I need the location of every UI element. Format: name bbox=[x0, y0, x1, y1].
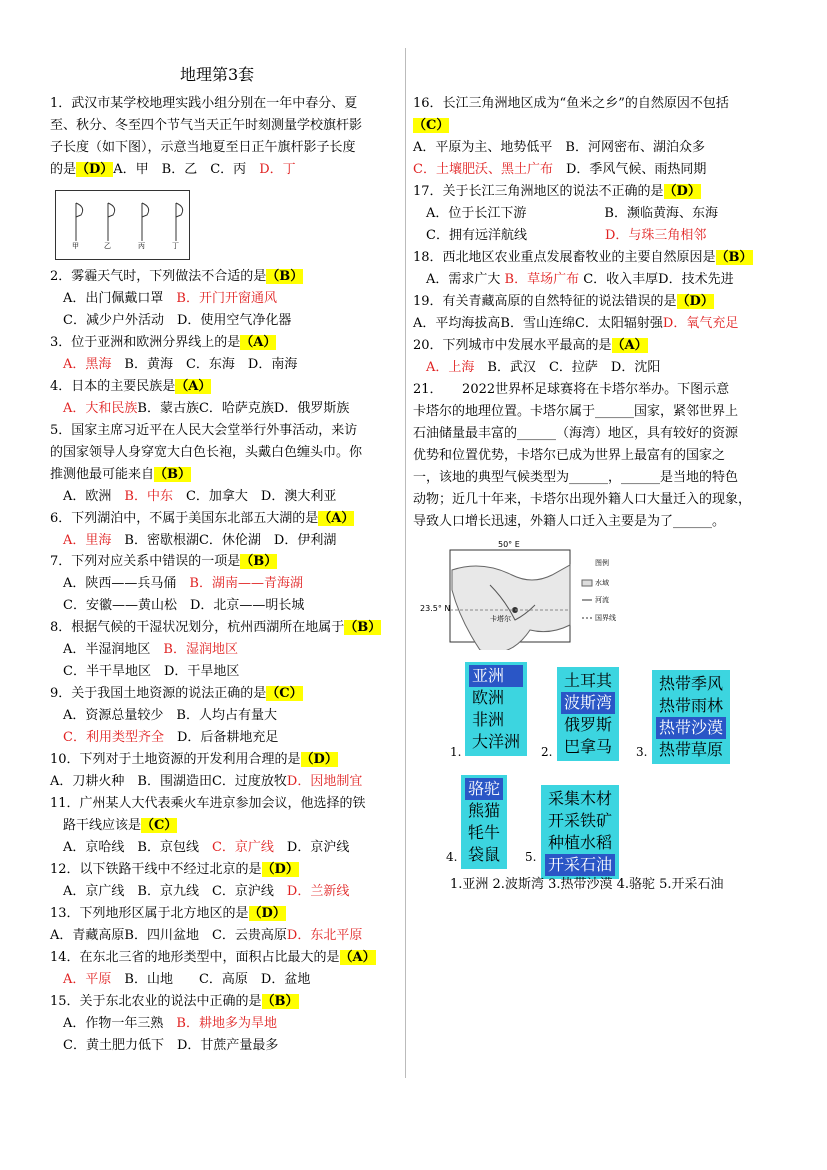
answer-highlight: （D） bbox=[261, 862, 299, 877]
text-line bbox=[50, 619, 381, 637]
card-number: 5. bbox=[525, 850, 537, 864]
text-segment: A．刀耕火种 B．围湖造田C．过度放牧 bbox=[50, 774, 287, 789]
text-line bbox=[50, 861, 299, 879]
text-line bbox=[50, 663, 239, 681]
text-segment: A．出门佩戴口罩 bbox=[50, 291, 177, 306]
map-country-label: 卡塔尔 bbox=[490, 615, 511, 623]
text-segment: 12．以下铁路干线中不经过北京的是 bbox=[50, 862, 262, 877]
text-line bbox=[50, 949, 376, 967]
text-segment: 16．长江三角洲地区成为“鱼米之乡”的自然原因不包括 bbox=[413, 96, 729, 111]
option-selected: 波斯湾 bbox=[561, 692, 615, 714]
answer-highlight: （C） bbox=[266, 686, 303, 701]
text-line bbox=[50, 575, 303, 593]
text-segment: 3．位于亚洲和欧洲分界线上的是 bbox=[50, 335, 241, 350]
text-segment bbox=[50, 730, 63, 745]
answer-highlight: （B） bbox=[715, 250, 753, 265]
map-legend-item: 水域 bbox=[595, 579, 609, 587]
answer-highlight: （C） bbox=[413, 118, 450, 133]
text-line bbox=[50, 422, 357, 440]
text-line bbox=[50, 641, 238, 659]
text-line bbox=[50, 553, 277, 571]
text-line bbox=[50, 312, 291, 330]
text-segment bbox=[50, 401, 63, 416]
text-segment bbox=[50, 972, 63, 987]
answer-highlight: （B） bbox=[154, 467, 192, 482]
option-item: 开采铁矿 bbox=[548, 811, 613, 830]
option-item: 采集木材 bbox=[548, 789, 613, 808]
text-segment: 动物；近几十年来，卡塔尔出现外籍人口大量迁入的现象， bbox=[413, 492, 752, 507]
map-longitude: 50° E bbox=[498, 540, 520, 549]
text-segment: A．作物一年三熟 bbox=[50, 1016, 177, 1031]
text-segment: 至、秋分、冬至四个节气当天正午时刻测量学校旗杆影 bbox=[50, 118, 363, 133]
answer-text: B．开门开窗通风 bbox=[176, 291, 277, 306]
map-legend-item: 河流 bbox=[595, 596, 609, 604]
option-item: 大洋洲 bbox=[472, 732, 521, 751]
text-segment: 路干线应该是 bbox=[50, 818, 142, 833]
option-item: 热带雨林 bbox=[659, 696, 724, 715]
answer-line: 1.亚洲 2.波斯湾 3.热带沙漠 4.骆驼 5.开采石油 bbox=[450, 877, 724, 892]
page-title: 地理第3套 bbox=[180, 65, 255, 84]
text-segment bbox=[413, 360, 426, 375]
option-selected: 开采石油 bbox=[545, 854, 615, 876]
text-segment: A．平均海拔高B．雪山连绵C．太阳辐射强 bbox=[413, 316, 663, 331]
text-line bbox=[50, 268, 303, 286]
text-segment: 10．下列对于土地资源的开发利用合理的是 bbox=[50, 752, 301, 767]
answer-text: D．丁 bbox=[259, 162, 296, 177]
text-segment: 7．下列对应关系中错误的一项是 bbox=[50, 554, 241, 569]
card-number: 4. bbox=[446, 850, 458, 864]
answer-text: D．氧气充足 bbox=[662, 316, 739, 331]
text-segment: 19．有关青藏高原的自然特征的说法错误的是 bbox=[413, 294, 677, 309]
text-line bbox=[50, 905, 286, 923]
text-segment: C．加拿大 D．澳大利亚 bbox=[172, 489, 337, 504]
answer-highlight: （B） bbox=[261, 994, 299, 1009]
answer-highlight: （B） bbox=[266, 269, 304, 284]
text-segment: C．拥有远洋航线 bbox=[413, 228, 605, 243]
answer-text: D．兰新线 bbox=[286, 884, 350, 899]
answer-text: B．中东 bbox=[124, 489, 173, 504]
text-segment: 13．下列地形区属于北方地区的是 bbox=[50, 906, 249, 921]
text-segment: A．需求广大 bbox=[413, 272, 505, 287]
answer-text: C．京广线 bbox=[211, 840, 274, 855]
text-segment: 4．日本的主要民族是 bbox=[50, 379, 176, 394]
option-card bbox=[541, 785, 619, 879]
answer-text: A．上海 bbox=[426, 360, 475, 375]
text-line bbox=[50, 95, 357, 113]
card-number: 1. bbox=[450, 745, 462, 759]
answer-text: A．黑海 bbox=[63, 357, 112, 372]
text-line bbox=[50, 1015, 277, 1033]
text-segment: 18．西北地区农业重点发展畜牧业的主要自然原因是 bbox=[413, 250, 716, 265]
option-item: 俄罗斯 bbox=[564, 715, 613, 734]
answer-highlight: （A） bbox=[611, 338, 648, 353]
text-segment: 8．根据气候的干湿状况划分，杭州西湖所在地属于 bbox=[50, 620, 345, 635]
text-line bbox=[50, 773, 362, 791]
answer-text: C．土壤肥沃、黑土广布 bbox=[413, 162, 553, 177]
text-line bbox=[413, 249, 753, 267]
text-line bbox=[50, 290, 277, 308]
text-line bbox=[413, 227, 706, 245]
answer-text: D．因地制宜 bbox=[286, 774, 363, 789]
text-segment: D．季风气候、雨热同期 bbox=[552, 162, 707, 177]
text-segment: 卡塔尔的地理位置。卡塔尔属于______国家，紧邻世界上 bbox=[413, 404, 739, 419]
option-item: 熊猫 bbox=[468, 801, 501, 820]
text-segment: A．京广线 B．京九线 C．京沪线 bbox=[50, 884, 287, 899]
answer-text: B．湖南——青海湖 bbox=[189, 576, 303, 591]
text-segment: A．位于长江下游 B．濒临黄海、东海 bbox=[413, 206, 718, 221]
text-segment: 一，该地的典型气候类型为______，______是当地的特色 bbox=[413, 470, 739, 485]
text-line bbox=[413, 271, 734, 289]
answer-highlight: （D） bbox=[300, 752, 338, 767]
text-line bbox=[413, 491, 751, 509]
map-legend-title: 图例 bbox=[595, 559, 609, 567]
text-line bbox=[413, 469, 738, 487]
text-line bbox=[50, 510, 354, 528]
answer-highlight: （A） bbox=[240, 335, 277, 350]
text-line bbox=[50, 795, 366, 813]
card-number: 3. bbox=[636, 745, 648, 759]
option-selected: 骆驼 bbox=[465, 778, 503, 800]
text-segment: C．黄土肥力低下 D．甘蔗产量最多 bbox=[50, 1038, 279, 1053]
text-segment: A．平原为主、地势低平 B．河网密布、湖泊众多 bbox=[413, 140, 705, 155]
text-line bbox=[413, 403, 738, 421]
text-line bbox=[50, 117, 362, 135]
answer-highlight: （C） bbox=[141, 818, 178, 833]
text-segment: 2．雾霾天气时，下列做法不合适的是 bbox=[50, 269, 267, 284]
text-line bbox=[50, 466, 191, 484]
option-item: 种植水稻 bbox=[548, 833, 613, 852]
text-line bbox=[50, 707, 277, 725]
text-line bbox=[413, 315, 738, 333]
answer-text: A．大和民族 bbox=[63, 401, 138, 416]
text-line bbox=[413, 359, 660, 377]
text-line bbox=[50, 597, 304, 615]
flag-label: 甲 bbox=[72, 242, 79, 250]
text-segment: A．陕西——兵马俑 bbox=[50, 576, 190, 591]
text-line bbox=[50, 729, 278, 747]
answer-text: A．平原 bbox=[63, 972, 112, 987]
text-segment: 11．广州某人大代表乘火车进京参加会议，他选择的铁 bbox=[50, 796, 366, 811]
answer-highlight: （B） bbox=[240, 554, 278, 569]
option-selected: 亚洲 bbox=[469, 665, 523, 687]
text-line bbox=[50, 488, 336, 506]
text-line bbox=[50, 334, 276, 352]
text-line bbox=[413, 139, 705, 157]
map-svg bbox=[420, 540, 620, 650]
text-line bbox=[50, 971, 310, 989]
text-segment: A．半湿润地区 bbox=[50, 642, 164, 657]
text-segment bbox=[50, 357, 63, 372]
text-segment: 17．关于长江三角洲地区的说法不正确的是 bbox=[413, 184, 664, 199]
answer-text: B．湿润地区 bbox=[163, 642, 238, 657]
text-segment: C．减少户外活动 D．使用空气净化器 bbox=[50, 313, 292, 328]
text-line bbox=[50, 378, 211, 396]
option-item: 欧洲 bbox=[472, 688, 505, 707]
text-line bbox=[413, 183, 701, 201]
text-segment: A．京哈线 B．京包线 bbox=[50, 840, 212, 855]
option-selected: 热带沙漠 bbox=[656, 717, 726, 739]
answer-highlight: （D） bbox=[248, 906, 286, 921]
qatar-location-map bbox=[420, 540, 620, 650]
text-line bbox=[50, 161, 296, 179]
text-line bbox=[413, 337, 648, 355]
text-segment: 子长度（如下图），示意当地夏至日正午旗杆影子长度 bbox=[50, 140, 356, 155]
option-item: 土耳其 bbox=[564, 671, 613, 690]
answer-highlight: （D） bbox=[663, 184, 701, 199]
option-card bbox=[557, 667, 619, 761]
text-line bbox=[50, 685, 303, 703]
text-segment: 1．武汉市某学校地理实践小组分别在一年中春分、夏 bbox=[50, 96, 358, 111]
option-card bbox=[652, 670, 730, 764]
text-segment: D．京沪线 bbox=[273, 840, 350, 855]
text-segment: B．山地 C．高原 D．盆地 bbox=[111, 972, 311, 987]
text-segment: 的国家领导人身穿宽大白色长袍，头戴白色缠头巾。你 bbox=[50, 445, 363, 460]
text-segment: 的是 bbox=[50, 162, 77, 177]
answer-highlight: （A） bbox=[318, 511, 355, 526]
text-line bbox=[413, 381, 729, 399]
text-line bbox=[50, 817, 177, 835]
text-line bbox=[413, 425, 738, 443]
text-line bbox=[413, 293, 714, 311]
flag-label: 乙 bbox=[104, 242, 111, 250]
text-segment: 5．国家主席习近平在人民大会堂举行外事活动，来访 bbox=[50, 423, 358, 438]
text-line bbox=[50, 883, 349, 901]
text-line bbox=[50, 139, 356, 157]
text-segment: D．后备耕地充足 bbox=[163, 730, 279, 745]
card-number: 2. bbox=[541, 745, 553, 759]
answer-highlight: （D） bbox=[76, 162, 114, 177]
text-line bbox=[50, 400, 349, 418]
text-segment: 9．关于我国土地资源的说法正确的是 bbox=[50, 686, 267, 701]
text-line bbox=[413, 95, 729, 113]
text-segment: 6．下列湖泊中，不属于美国东北部五大湖的是 bbox=[50, 511, 319, 526]
option-item: 非洲 bbox=[472, 710, 505, 729]
option-item: 巴拿马 bbox=[564, 737, 613, 756]
text-segment: 优势和位置优势，卡塔尔已成为世界上最富有的国家之 bbox=[413, 448, 726, 463]
text-line bbox=[50, 532, 336, 550]
option-item: 热带季风 bbox=[659, 674, 724, 693]
option-item: 热带草原 bbox=[659, 740, 724, 759]
map-legend-item: 国界线 bbox=[595, 614, 616, 622]
text-segment: A．欧洲 bbox=[50, 489, 125, 504]
text-segment: 推测他最可能来自 bbox=[50, 467, 155, 482]
answer-text: B．草场广布 bbox=[504, 272, 580, 287]
answer-text: D．东北平原 bbox=[286, 928, 363, 943]
text-segment: A．甲 B．乙 C．丙 bbox=[113, 162, 260, 177]
text-segment: 20．下列城市中发展水平最高的是 bbox=[413, 338, 612, 353]
flag-shadow-figure bbox=[55, 190, 190, 260]
flag-label: 丙 bbox=[138, 242, 145, 250]
text-segment: C．安徽——黄山松 D．北京——明长城 bbox=[50, 598, 305, 613]
answer-text: D．与珠三角相邻 bbox=[604, 228, 707, 243]
answer-text: A．里海 bbox=[63, 533, 112, 548]
text-segment: A．青藏高原B．四川盆地 C．云贵高原 bbox=[50, 928, 287, 943]
option-card bbox=[461, 775, 507, 869]
text-segment: C．收入丰厚D．技术先进 bbox=[579, 272, 734, 287]
option-item: 牦牛 bbox=[468, 823, 501, 842]
map-latitude: 23.5° N bbox=[420, 604, 451, 613]
column-divider bbox=[405, 48, 406, 1078]
text-line bbox=[50, 839, 349, 857]
answer-highlight: （D） bbox=[676, 294, 714, 309]
option-item: 袋鼠 bbox=[468, 845, 501, 864]
answer-text: B．耕地多为旱地 bbox=[176, 1016, 277, 1031]
text-line bbox=[413, 447, 725, 465]
text-segment: B．武汉 C．拉萨 D．沈阳 bbox=[474, 360, 661, 375]
text-line bbox=[413, 161, 706, 179]
text-segment: C．半干旱地区 D．干旱地区 bbox=[50, 664, 240, 679]
text-line bbox=[413, 513, 725, 531]
text-line bbox=[50, 927, 362, 945]
answer-text: C．利用类型齐全 bbox=[63, 730, 164, 745]
text-segment: 导致人口增长迅速，外籍人口迁入主要是为了______。 bbox=[413, 514, 726, 529]
text-segment: B．黄海 C．东海 D．南海 bbox=[111, 357, 298, 372]
text-segment bbox=[50, 533, 63, 548]
text-line bbox=[50, 993, 299, 1011]
text-line bbox=[50, 751, 338, 769]
text-line bbox=[413, 205, 718, 223]
text-segment: 14．在东北三省的地形类型中，面积占比最大的是 bbox=[50, 950, 340, 965]
text-segment: A．资源总量较少 B．人均占有量大 bbox=[50, 708, 277, 723]
option-card bbox=[465, 662, 527, 756]
text-line bbox=[50, 1037, 278, 1055]
text-line bbox=[50, 444, 362, 462]
text-segment: B．蒙古族C．哈萨克族D．俄罗斯族 bbox=[137, 401, 350, 416]
text-line bbox=[413, 117, 449, 135]
text-segment: 石油储量最丰富的______（海湾）地区，具有较好的资源 bbox=[413, 426, 739, 441]
answer-highlight: （B） bbox=[344, 620, 382, 635]
text-line bbox=[50, 356, 297, 374]
text-segment: B．密歇根湖C．休伦湖 D．伊利湖 bbox=[111, 533, 337, 548]
answer-highlight: （A） bbox=[175, 379, 212, 394]
text-segment: 15．关于东北农业的说法中正确的是 bbox=[50, 994, 262, 1009]
text-segment: 21． 2022世界杯足球赛将在卡塔尔举办。下图示意 bbox=[413, 382, 730, 397]
flag-label: 丁 bbox=[172, 242, 179, 250]
answer-highlight: （A） bbox=[339, 950, 376, 965]
